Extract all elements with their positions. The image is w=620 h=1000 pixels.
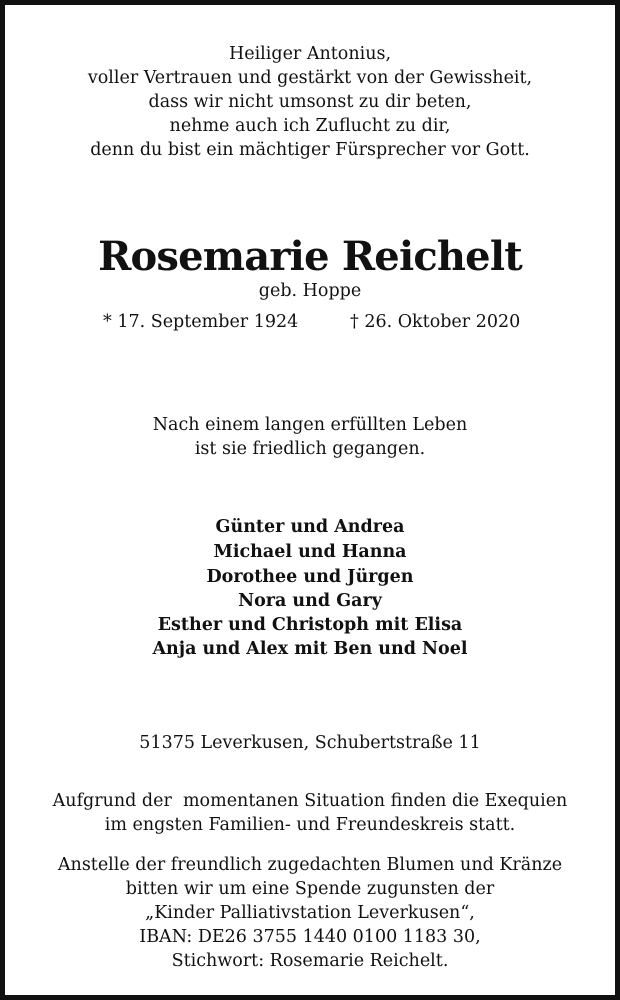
maiden-name: geb. Hoppe [258,281,362,301]
address: 51375 Leverkusen, Schubertstraße 11 [139,733,481,753]
prayer-line: voller Vertrauen und gestärkt von der Gewissheit, [87,68,533,88]
mourner-entry: Dorothee und Jürgen [206,567,414,587]
prayer-line: nehme auch ich Zuflucht zu dir, [169,116,451,136]
mourner-entry: Nora und Gary [238,591,382,611]
donation-line: Anstelle der freundlich zugedachten Blumen und Kränze [57,855,563,875]
funeral-info-line: Aufgrund der momentanen Situation finden die Exequien [52,791,568,811]
prayer-line: denn du bist ein mächtiger Fürsprecher vor Gott. [90,140,530,160]
birth-date: * 17. September 1924 [103,312,299,332]
funeral-info-line: im engsten Familien- und Freundeskreis statt. [104,815,516,835]
prayer-line: Heiliger Antonius, [228,44,392,64]
mourner-entry: Esther und Christoph mit Elisa [157,615,463,635]
donation-keyword: Stichwort: Rosemarie Reichelt. [171,951,449,971]
mourner-entry: Anja und Alex mit Ben und Noel [152,639,468,659]
message-line: Nach einem langen erfüllten Leben [152,415,468,435]
death-date: † 26. Oktober 2020 [350,312,521,332]
deceased-name: Rosemarie Reichelt [98,233,522,280]
mourner-entry: Michael und Hanna [213,542,407,562]
donation-line: bitten wir um eine Spende zugunsten der [125,879,495,899]
prayer-line: dass wir nicht umsonst zu dir beten, [148,92,472,112]
message-line: ist sie friedlich gegangen. [194,439,426,459]
mourner-entry: Günter und Andrea [215,517,405,537]
donation-iban: IBAN: DE26 3755 1440 0100 1183 30, [139,927,481,947]
donation-line: „Kinder Palliativstation Leverkusen“, [145,903,475,923]
